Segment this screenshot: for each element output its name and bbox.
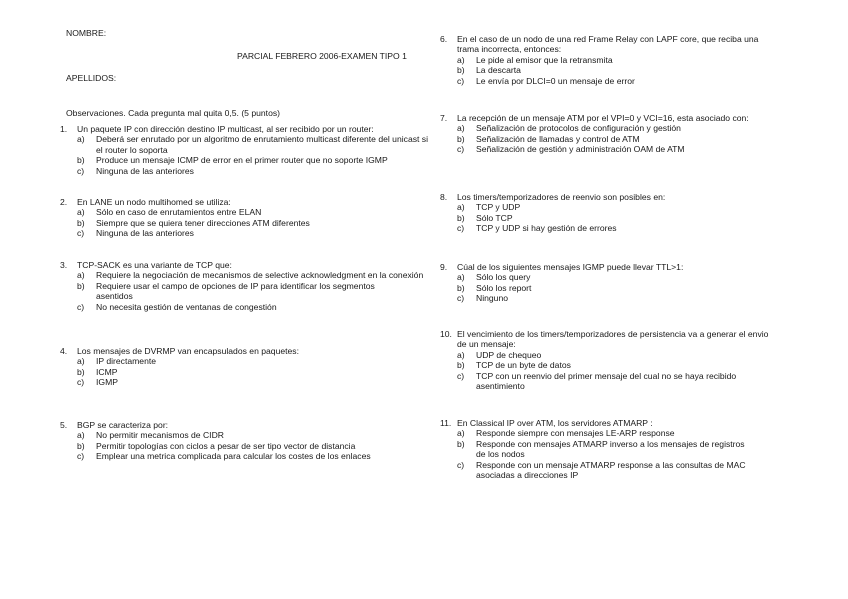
option-letter: c): [77, 301, 85, 312]
question-text: BGP se caracteriza por:: [77, 420, 169, 430]
question-number: 1.: [60, 124, 68, 134]
option-letter: c): [77, 451, 85, 462]
option-letter: c): [457, 459, 465, 470]
question-text: En Classical IP over ATM, los servidores ATMARP :: [457, 418, 653, 428]
option-a: [457, 350, 780, 360]
option-letter: a): [77, 134, 85, 145]
question-text: TCP-SACK es una variante de TCP que:: [77, 260, 232, 270]
option-text: Señalización de gestión y administración OAM de ATM: [476, 144, 685, 155]
question-text: Los mensajes de DVRMP van encapsulados en paquetes:: [77, 346, 299, 356]
option-c: [77, 451, 435, 461]
question-number: 7.: [440, 113, 448, 123]
question-1: [60, 124, 435, 176]
question-number: 9.: [440, 262, 448, 272]
option-a: [457, 123, 780, 133]
question-6: [440, 34, 780, 86]
option-letter: a): [457, 202, 465, 213]
option-c: [457, 76, 780, 86]
option-letter: c): [77, 377, 85, 388]
question-text: La recepción de un mensaje ATM por el VPI=0 y VCI=16, esta asociado con:: [457, 113, 749, 123]
option-text: Sólo en caso de enrutamientos entre ELAN: [96, 207, 262, 218]
option-text: TCP de un byte de datos: [476, 360, 571, 371]
option-text: Ninguna de las anteriores: [96, 228, 194, 239]
question-4: [60, 346, 435, 388]
option-a: [77, 134, 435, 155]
option-text: IGMP: [96, 377, 118, 388]
option-letter: b): [77, 440, 85, 451]
option-letter: b): [457, 133, 465, 144]
option-b: [77, 155, 435, 165]
option-letter: a): [457, 272, 465, 283]
option-text: TCP y UDP si hay gestión de errores: [476, 223, 617, 234]
option-letter: b): [77, 366, 85, 377]
option-text: Emplear una metrica complicada para calcular los costes de los enlaces: [96, 451, 371, 462]
option-a: [77, 430, 435, 440]
option-letter: c): [457, 144, 465, 155]
option-text: Ninguno: [476, 293, 509, 304]
option-b: [457, 65, 780, 75]
option-text: Requiere la negociación de mecanismos de selective acknowledgment en la conexión: [96, 270, 424, 281]
option-letter: c): [457, 293, 465, 304]
option-text: UDP de chequeo: [476, 349, 542, 360]
question-number: 4.: [60, 346, 68, 356]
question-text: El vencimiento de los timers/temporizadores de persistencia va a generar el envio de un mensaje:: [457, 329, 769, 350]
question-text: Cúal de los siguientes mensajes IGMP puede llevar TTL>1:: [457, 262, 684, 272]
option-b: [457, 213, 780, 223]
option-letter: a): [457, 428, 465, 439]
option-letter: b): [77, 280, 85, 291]
nombre-label: NOMBRE:: [66, 28, 107, 38]
option-text: Deberá ser enrutado por un algoritmo de enrutamiento multicast diferente del unicast si el router lo soporta: [96, 134, 428, 155]
question-text: En el caso de un nodo de una red Frame Relay con LAPF core, que reciba una trama incorrecta, entonces:: [457, 34, 759, 55]
option-text: Responde con un mensaje ATMARP response a las consultas de MAC asociadas a direcciones IP: [476, 459, 746, 481]
option-b: [77, 218, 435, 228]
question-number: 3.: [60, 260, 68, 270]
option-letter: b): [77, 217, 85, 228]
option-b: [77, 281, 435, 302]
option-letter: c): [457, 370, 465, 381]
question-text: Los timers/temporizadores de reenvio son posibles en:: [457, 192, 666, 202]
question-8: [440, 192, 780, 234]
option-text: Señalización de llamadas y control de ATM: [476, 133, 640, 144]
option-text: Requiere usar el campo de opciones de IP para identificar los segmentos asentidos: [96, 280, 375, 302]
option-letter: b): [457, 65, 465, 76]
option-a: [77, 270, 435, 280]
option-text: Responde siempre con mensajes LE-ARP response: [476, 428, 675, 439]
question-2: [60, 197, 435, 239]
option-b: [457, 134, 780, 144]
option-text: Señalización de protocolos de configuración y gestión: [476, 123, 681, 134]
option-text: Ninguna de las anteriores: [96, 165, 194, 176]
option-text: La descarta: [476, 65, 521, 76]
option-a: [77, 207, 435, 217]
option-c: [77, 228, 435, 238]
option-text: IP directamente: [96, 356, 157, 367]
question-5: [60, 420, 435, 462]
exam-title: PARCIAL FEBRERO 2006-EXAMEN TIPO 1: [237, 51, 407, 61]
option-text: Permitir topologías con ciclos a pesar de ser tipo vector de distancia: [96, 440, 356, 451]
option-letter: b): [77, 155, 85, 166]
option-b: [77, 367, 435, 377]
option-a: [457, 202, 780, 212]
option-text: Sólo TCP: [476, 212, 513, 223]
option-letter: c): [77, 165, 85, 176]
option-a: [77, 356, 435, 366]
option-text: Responde con mensajes ATMARP inverso a los mensajes de registros de los nodos: [476, 438, 745, 460]
option-a: [457, 272, 780, 282]
option-text: Siempre que se quiera tener direcciones ATM diferentes: [96, 217, 310, 228]
option-c: [457, 293, 780, 303]
option-a: [457, 428, 780, 438]
option-c: [457, 460, 780, 481]
option-c: [77, 302, 435, 312]
option-text: No permitir mecanismos de CIDR: [96, 430, 224, 441]
option-letter: b): [457, 438, 465, 449]
question-10: [440, 329, 780, 391]
option-letter: a): [77, 207, 85, 218]
question-number: 8.: [440, 192, 448, 202]
question-number: 6.: [440, 34, 448, 44]
option-b: [77, 441, 435, 451]
option-text: No necesita gestión de ventanas de congestión: [96, 301, 277, 312]
question-text: En LANE un nodo multihomed se utiliza:: [77, 197, 231, 207]
option-a: [457, 55, 780, 65]
option-letter: a): [77, 356, 85, 367]
observations-text: Observaciones. Cada pregunta mal quita 0,5. (5 puntos): [66, 108, 281, 118]
option-c: [77, 377, 435, 387]
option-c: [77, 166, 435, 176]
option-letter: c): [77, 228, 85, 239]
option-text: TCP con un reenvio del primer mensaje del cual no se haya recibido asentimiento: [476, 370, 737, 392]
option-letter: b): [457, 212, 465, 223]
option-letter: c): [457, 75, 465, 86]
option-c: [457, 223, 780, 233]
option-c: [457, 144, 780, 154]
option-c: [457, 371, 780, 392]
apellidos-label: APELLIDOS:: [66, 73, 117, 83]
question-number: 11.: [440, 418, 452, 428]
option-letter: a): [77, 430, 85, 441]
question-7: [440, 113, 780, 155]
option-letter: c): [457, 223, 465, 234]
option-letter: a): [77, 270, 85, 281]
option-letter: a): [457, 349, 465, 360]
option-text: Sólo los query: [476, 272, 531, 283]
question-number: 2.: [60, 197, 68, 207]
option-letter: a): [457, 54, 465, 65]
option-text: ICMP: [96, 366, 118, 377]
option-text: Produce un mensaje ICMP de error en el primer router que no soporte IGMP: [96, 155, 388, 166]
option-text: TCP y UDP: [476, 202, 521, 213]
option-text: Sólo los report: [476, 282, 532, 293]
option-text: Le pide al emisor que la retransmita: [476, 54, 613, 65]
question-9: [440, 262, 780, 304]
question-text: Un paquete IP con dirección destino IP multicast, al ser recibido por un router:: [77, 124, 374, 134]
option-letter: b): [457, 282, 465, 293]
option-letter: a): [457, 123, 465, 134]
question-11: [440, 418, 780, 480]
option-letter: b): [457, 360, 465, 371]
option-b: [457, 360, 780, 370]
question-number: 5.: [60, 420, 68, 430]
question-3: [60, 260, 435, 312]
option-b: [457, 283, 780, 293]
option-text: Le envía por DLCI=0 un mensaje de error: [476, 75, 635, 86]
option-b: [457, 439, 780, 460]
question-number: 10.: [440, 329, 452, 339]
